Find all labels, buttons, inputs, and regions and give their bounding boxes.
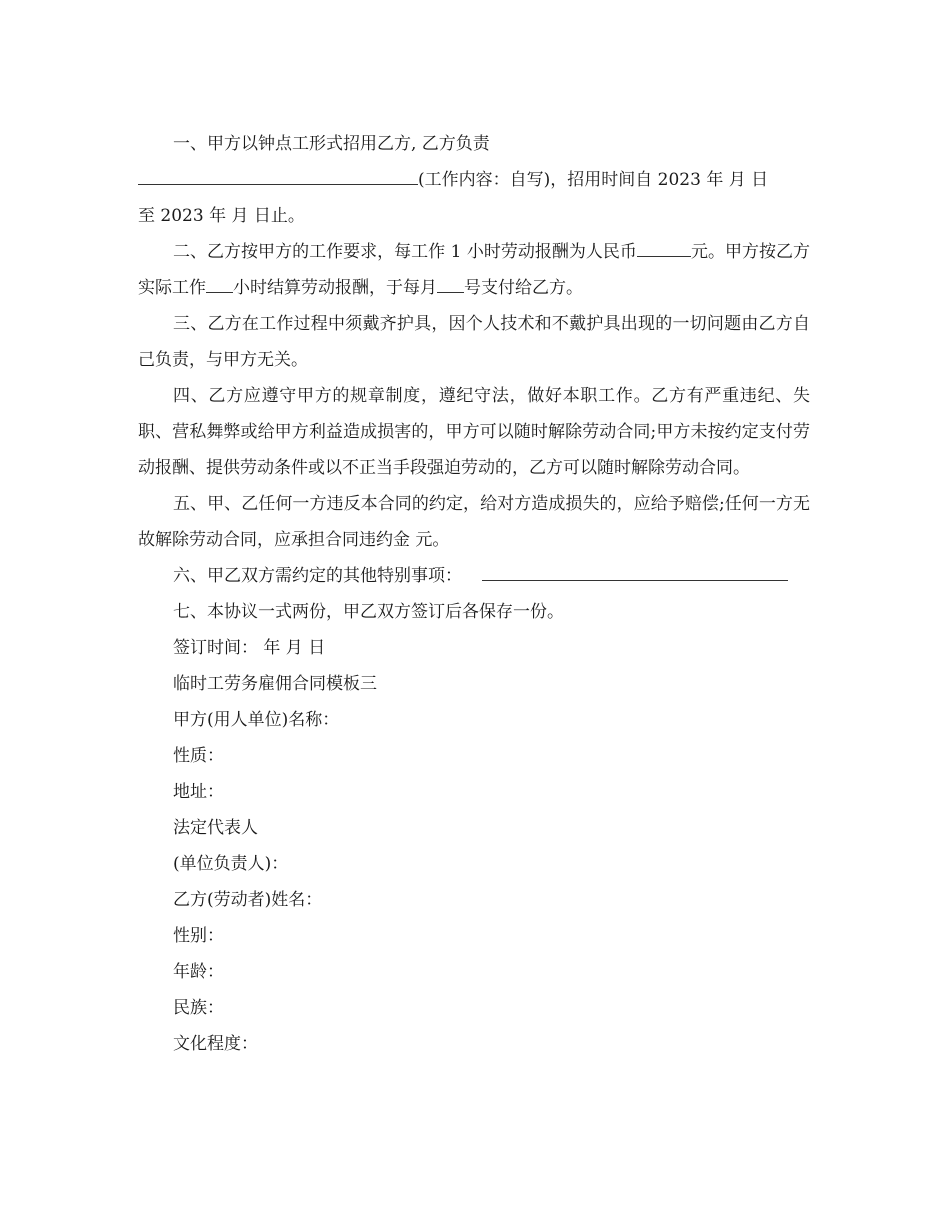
ethnicity-label: 民族： [173,998,224,1018]
education-label: 文化程度： [173,1034,258,1054]
hours-blank [206,274,233,293]
clause-5: 五、甲、乙任何一方违反本合同的约定，给对方造成损失的，应给予赔偿;任何一方无故解除劳动合同，应承担合同违约金 元。 [138,494,810,550]
sign-time: 签订时间： 年 月 日 [173,638,326,658]
pay-day-blank [437,274,464,293]
clause-6 [138,558,810,594]
contract-body [138,126,810,1062]
age-label: 年龄： [173,962,224,982]
clause-1-text: 一、甲方以钟点工形式招用乙方, 乙方负责 [173,134,490,154]
clause-1-work-period: (工作内容：自写)，招用时间自 2023 年 月 日 [418,170,769,190]
hourly-pay-blank [637,238,691,257]
gender-label: 性别： [173,926,224,946]
unit-head-label: (单位负责人)： [173,854,289,874]
clause-1-end-date: 至 2023 年 月 日止。 [138,206,305,226]
clause-6-text: 六、甲乙双方需约定的其他特别事项： [173,566,462,586]
clause-2-text-b: 元。甲方按乙方实际工作 [138,242,811,298]
address-label: 地址： [173,782,224,802]
clause-4: 四、乙方应遵守甲方的规章制度，遵纪守法，做好本职工作。乙方有严重违纪、失职、营私舞弊或给甲方利益造成损害的，甲方可以随时解除劳动合同;甲方未按约定支付劳动报酬、提供劳动条件或以不正当手段强迫劳动的，乙方可以随时解除劳动合同。 [138,386,810,478]
party-a-name-label: 甲方(用人单位)名称： [173,710,340,730]
legal-rep-label: 法定代表人 [173,818,258,838]
special-terms-blank [482,562,788,581]
clause-2-text-a: 二、乙方按甲方的工作要求，每工作 1 小时劳动报酬为人民币 [173,242,637,262]
clause-1-line-2 [138,162,810,198]
nature-label: 性质： [173,746,224,766]
template-title: 临时工劳务雇佣合同模板三 [173,674,377,694]
clause-2-text-c: 小时结算劳动报酬，于每月 [233,278,437,298]
clause-1-line-3 [138,198,810,234]
clause-3: 三、乙方在工作过程中须戴齐护具，因个人技术和不戴护具出现的一切问题由乙方自己负责，与甲方无关。 [138,314,810,370]
work-content-blank [138,166,418,185]
clause-7: 七、本协议一式两份，甲乙双方签订后各保存一份。 [173,602,564,622]
clause-1-line-1 [138,126,810,162]
clause-2-text-d: 号支付给乙方。 [464,278,583,298]
clause-2 [138,234,810,306]
party-b-name-label: 乙方(劳动者)姓名： [173,890,323,910]
